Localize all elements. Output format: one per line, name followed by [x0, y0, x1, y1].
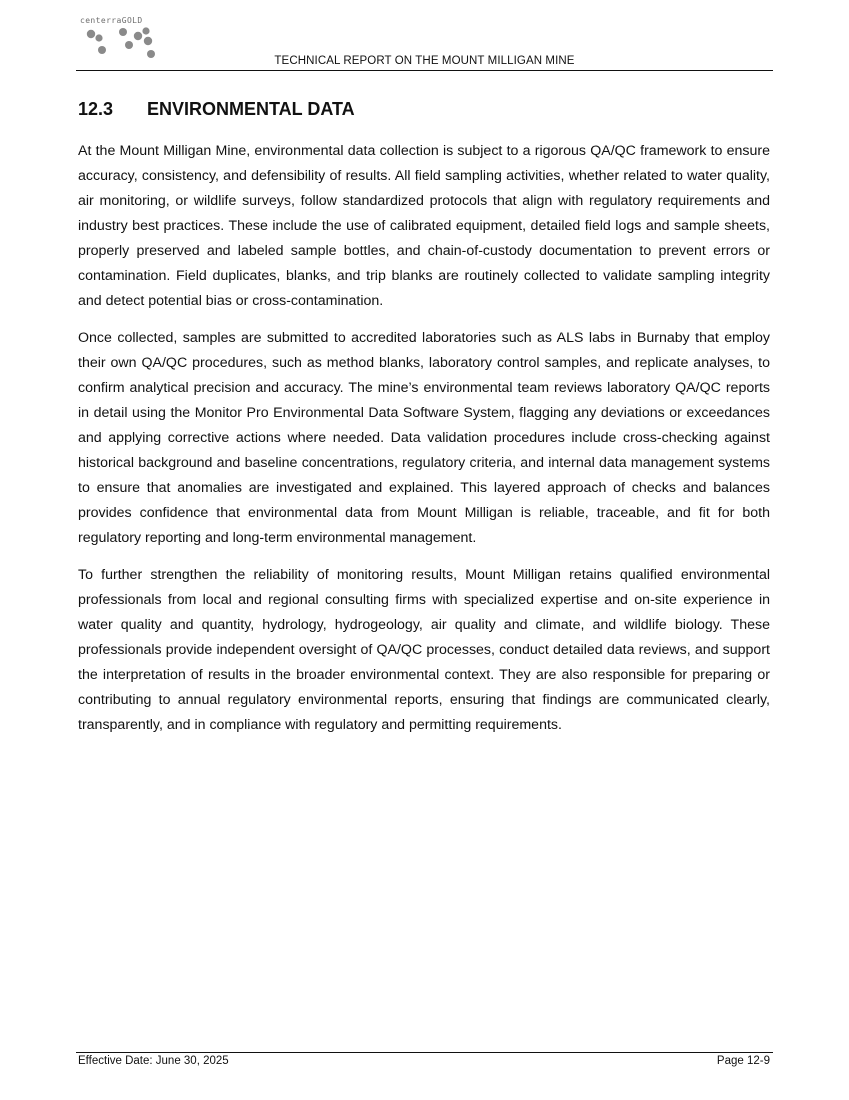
- paragraph: To further strengthen the reliability of monitoring results, Mount Milligan retains qualified environmental professionals from local and regional consulting firms with specialized expertise and on-site experience in water quality and quantity, hydrology, hydrogeology, air quality and climate, and wildlife biology. These professionals provide independent oversight of QA/QC processes, conduct detailed data reviews, and support the interpretation of results in the broader environmental context. They are also responsible for preparing or contributing to annual regulatory environmental reports, ensuring that findings are communicated clearly, transparently, and in compliance with regulatory and permitting requirements.: [78, 567, 770, 733]
- section-number: 12.3: [78, 99, 114, 119]
- logo-wordmark: centerraGOLD: [80, 16, 143, 25]
- body-text: [78, 139, 770, 750]
- section-heading: [78, 99, 355, 120]
- report-title: TECHNICAL REPORT ON THE MOUNT MILLIGAN MINE: [274, 55, 575, 67]
- paragraph: At the Mount Milligan Mine, environmental data collection is subject to a rigorous QA/QC framework to ensure accuracy, consistency, and defensibility of results. All field sampling activities, whether related to water quality, air monitoring, or wildlife surveys, follow standardized protocols that align with regulatory requirements and industry best practices. These include the use of calibrated equipment, detailed field logs and sample sheets, properly preserved and labeled sample bottles, and chain-of-custody documentation to prevent errors or contamination. Field duplicates, blanks, and trip blanks are routinely collected to validate sampling integrity and detect potential bias or cross-contamination.: [78, 143, 770, 309]
- page-number: Page 12-9: [716, 1055, 770, 1067]
- footer-divider: [76, 1052, 773, 1053]
- paragraph: Once collected, samples are submitted to accredited laboratories such as ALS labs in Burnaby that employ their own QA/QC procedures, such as method blanks, laboratory control samples, and replicate analyses, to confirm analytical precision and accuracy. The mine’s environmental team reviews laboratory QA/QC reports in detail using the Monitor Pro Environmental Data Software System, flagging any deviations or exceedances and applying corrective actions where needed. Data validation procedures include cross-checking against historical background and baseline concentrations, regulatory criteria, and internal data management systems to ensure that anomalies are investigated and explained. This layered approach of checks and balances provides confidence that environmental data from Mount Milligan is reliable, traceable, and fit for both regulatory reporting and long-term environmental management.: [78, 330, 770, 546]
- effective-date: Effective Date: June 30, 2025: [78, 1055, 229, 1067]
- header-divider: [76, 70, 773, 71]
- section-title: ENVIRONMENTAL DATA: [147, 99, 355, 119]
